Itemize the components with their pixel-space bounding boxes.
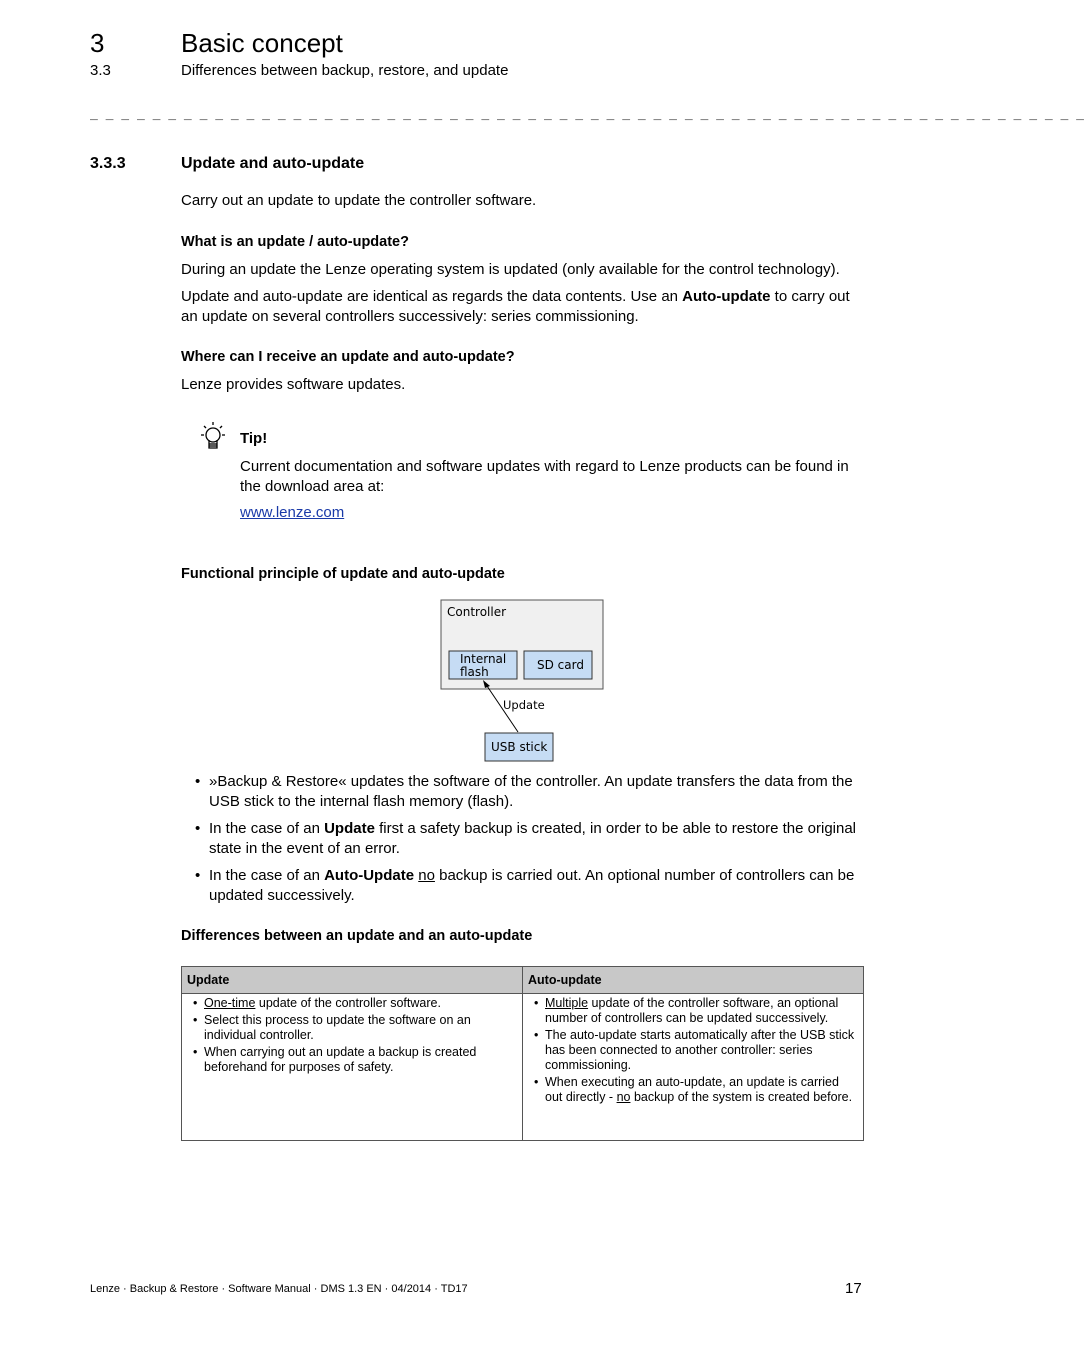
lightbulb-icon xyxy=(197,421,231,457)
bullet-icon: • xyxy=(193,996,198,1010)
sd-card-label: SD card xyxy=(537,658,584,672)
bullet-icon: • xyxy=(195,773,201,790)
list-item xyxy=(529,1075,857,1105)
chapter-number: 3 xyxy=(90,28,105,58)
cell-text: update of the controller software, an optional number of controllers can be updated successively. xyxy=(545,996,839,1025)
header-divider: _ _ _ _ _ _ _ _ _ _ _ _ _ _ _ _ _ _ _ _ _ _ _ _ _ _ _ _ _ _ _ _ _ _ _ _ _ _ _ _ _ _ _ _ _ _ _ _ _ _ _ _ _ _ _ _ _ _ _ _ _ _ _ _ xyxy=(90,106,1084,121)
list-item xyxy=(188,1045,516,1075)
update-diagram xyxy=(438,598,608,766)
usb-stick-label: USB stick xyxy=(491,740,548,754)
column-header-auto-update: Auto-update xyxy=(523,967,864,994)
cell-underline: no xyxy=(616,1090,631,1104)
bullet-text-a: In the case of an xyxy=(209,820,325,837)
cell-text-a: When executing an auto-update, an update is carried out directly - xyxy=(545,1075,839,1104)
functional-heading: Functional principle of update and auto-update xyxy=(181,566,505,582)
table-header-row xyxy=(182,967,864,994)
update-cell xyxy=(182,994,523,1141)
list-item xyxy=(181,819,865,859)
bullet-text-b: first a safety backup is created, in order to be able to restore the original state in the event of an error. xyxy=(209,820,857,857)
list-item xyxy=(181,866,865,906)
differences-table xyxy=(181,966,864,1141)
where-paragraph: Lenze provides software updates. xyxy=(181,376,406,393)
footer-document-info: Lenze · Backup & Restore · Software Manual · DMS 1.3 EN · 04/2014 · TD17 xyxy=(90,1283,468,1295)
bullet-icon: • xyxy=(534,996,539,1010)
bullet-bold: Auto-Update xyxy=(324,867,415,884)
bullet-text-b: backup is carried out. An optional number of controllers can be updated successively. xyxy=(209,867,855,904)
cell-underline: One-time xyxy=(204,996,256,1010)
what-is-p2-bold: Auto-update xyxy=(682,288,771,305)
column-header-update: Update xyxy=(182,967,523,994)
list-item xyxy=(188,996,516,1011)
what-is-paragraph-1: During an update the Lenze operating system is updated (only available for the control technology). xyxy=(181,261,840,278)
what-is-p2-text-a: Update and auto-update are identical as regards the data contents. Use an xyxy=(181,288,683,305)
internal-flash-line2: flash xyxy=(460,665,489,679)
update-arrow-label: Update xyxy=(503,698,545,712)
what-is-p2-text-b: to carry out an update on several controllers successively: series commissioning. xyxy=(181,288,850,325)
list-item xyxy=(529,996,857,1026)
subsection-number: 3.3.3 xyxy=(90,155,126,172)
bullet-icon: • xyxy=(193,1045,198,1059)
bullet-icon: • xyxy=(534,1075,539,1089)
page-number: 17 xyxy=(845,1280,862,1297)
functional-bullets xyxy=(181,772,865,913)
bullet-text-a: In the case of an xyxy=(209,867,325,884)
what-is-paragraph-2 xyxy=(181,287,865,327)
bullet-icon: • xyxy=(195,867,201,884)
what-is-heading: What is an update / auto-update? xyxy=(181,234,409,250)
tip-label: Tip! xyxy=(240,430,268,447)
internal-flash-line1: Internal xyxy=(460,652,507,666)
lenze-website-link[interactable]: www.lenze.com xyxy=(240,504,345,521)
subsection-title: Update and auto-update xyxy=(181,155,365,172)
list-item xyxy=(529,1028,857,1073)
list-item xyxy=(188,1013,516,1043)
section-number: 3.3 xyxy=(90,62,111,79)
bullet-icon: • xyxy=(195,820,201,837)
list-item xyxy=(181,772,865,812)
tip-text: Current documentation and software updates with regard to Lenze products can be found in the download area at: xyxy=(240,458,849,495)
differences-heading: Differences between an update and an auto-update xyxy=(181,928,533,944)
cell-text: The auto-update starts automatically after the USB stick has been connected to another controller: series commissioning. xyxy=(545,1028,855,1072)
bullet-icon: • xyxy=(193,1013,198,1027)
cell-text: update of the controller software. xyxy=(255,996,441,1010)
section-title: Differences between backup, restore, and update xyxy=(181,62,509,79)
cell-text: Select this process to update the software on an individual controller. xyxy=(204,1013,471,1042)
controller-label: Controller xyxy=(447,605,507,619)
cell-text: When carrying out an update a backup is created beforehand for purposes of safety. xyxy=(204,1045,477,1074)
where-heading: Where can I receive an update and auto-update? xyxy=(181,349,515,365)
intro-paragraph: Carry out an update to update the controller software. xyxy=(181,192,537,209)
bullet-underline: no xyxy=(418,867,435,884)
cell-text-b: backup of the system is created before. xyxy=(630,1090,853,1104)
bullet-icon: • xyxy=(534,1028,539,1042)
auto-update-cell xyxy=(523,994,864,1141)
cell-underline: Multiple xyxy=(545,996,589,1010)
bullet-text: »Backup & Restore« updates the software of the controller. An update transfers the data from the USB stick to the internal flash memory (flash). xyxy=(209,773,853,810)
table-row xyxy=(182,994,864,1141)
chapter-title: Basic concept xyxy=(181,28,343,58)
bullet-bold: Update xyxy=(324,820,375,837)
